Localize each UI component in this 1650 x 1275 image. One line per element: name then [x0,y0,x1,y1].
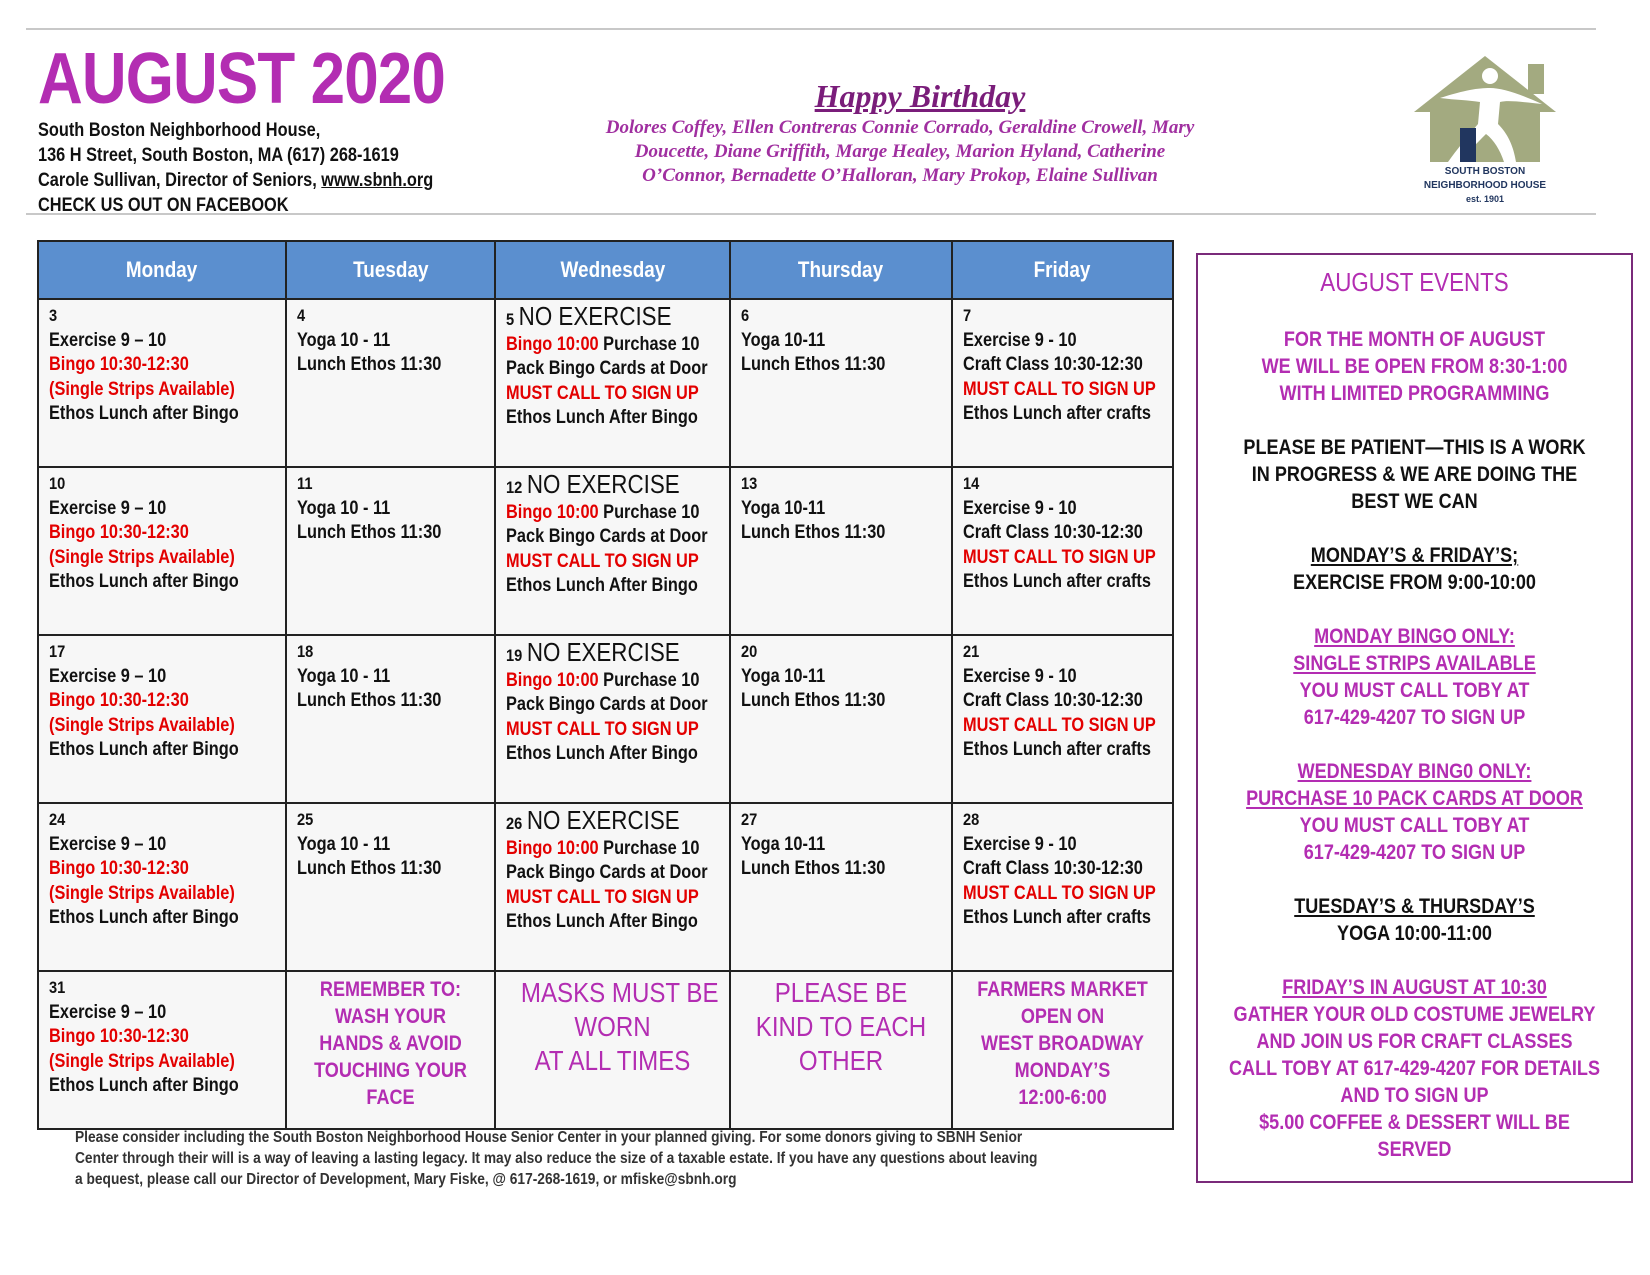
lunch-entry: Ethos Lunch after Bingo [49,403,239,424]
day-cell-monday [38,467,286,635]
yoga-entry: Yoga 10 - 11 [297,833,391,855]
monday-bingo-line: 617-429-4207 TO SIGN UP [1303,706,1526,729]
day-cell-friday [952,467,1173,635]
lunch-entry: Ethos Lunch after Bingo [49,907,239,928]
day-cell-wednesday [495,803,730,971]
birthday-names [560,116,1240,188]
day-cell-wednesday [495,635,730,803]
lunch-entry: Ethos Lunch after Bingo [49,739,239,760]
house-logo-icon [1410,54,1560,164]
date-number: 26 [506,814,523,833]
date-number: 7 [963,306,972,325]
hours-line: FOR THE MONTH OF AUGUST [1283,328,1546,351]
no-exercise-note: NO EXERCISE [526,805,680,835]
yoga-entry: Yoga 10-11 [741,329,826,351]
week-row [38,635,1173,803]
day-cell-thursday [730,803,952,971]
day-cell-thursday [730,299,952,467]
no-exercise-note: NO EXERCISE [526,469,680,499]
craft-entry: Craft Class 10:30-12:30 [963,858,1143,879]
yoga-entry: Yoga 10 - 11 [297,665,391,687]
hours-line: WITH LIMITED PROGRAMMING [1279,382,1550,405]
call-signup-note: MUST CALL TO SIGN UP [963,714,1156,736]
lunch-entry: Ethos Lunch after crafts [963,739,1151,760]
footer-line: a bequest, please call our Director of Development, Mary Fiske, @ 617-268-1619, or mfiske@sbnh.org [75,1171,737,1188]
footer-line: Please consider including the South Boston Neighborhood House Senior Center in your planned giving. For some donors giving to SBNH Senior [75,1129,1023,1146]
friday-line: AND JOIN US FOR CRAFT CLASSES [1256,1030,1573,1053]
exercise-entry: Exercise 9 – 10 [49,833,167,855]
date-number: 28 [963,810,980,829]
wednesday-bingo-line: YOU MUST CALL TOBY AT [1299,814,1530,837]
pack-note: Pack Bingo Cards at Door [506,526,708,547]
patience-line: BEST WE CAN [1351,490,1478,513]
exercise-entry: Exercise 9 - 10 [963,665,1077,687]
events-title: AUGUST EVENTS [1320,267,1509,297]
date-number: 4 [297,306,306,325]
lunch-entry: Ethos Lunch after Bingo [49,571,239,592]
call-signup-note: MUST CALL TO SIGN UP [963,882,1156,904]
call-signup-note: MUST CALL TO SIGN UP [506,550,699,572]
bingo-entry: Bingo 10:30-12:30 [49,354,189,375]
facebook-note: CHECK US OUT ON FACEBOOK [38,195,289,216]
date-number: 10 [49,474,66,493]
director-line [38,168,433,193]
reminder-line: WASH YOUR [334,1005,447,1028]
market-line: FARMERS MARKET [977,978,1148,1001]
week-row [38,971,1173,1129]
day-header-thursday: Thursday [730,241,952,299]
hours-line: WE WILL BE OPEN FROM 8:30-1:00 [1261,355,1568,378]
lunch-entry: Lunch Ethos 11:30 [741,858,886,879]
date-number: 5 [506,310,515,329]
day-header-tuesday: Tuesday [286,241,495,299]
lunch-entry: Lunch Ethos 11:30 [741,354,886,375]
date-number: 24 [49,810,66,829]
tuethu-heading: TUESDAY’S & THURSDAY’S [1294,895,1535,918]
exercise-entry: Exercise 9 - 10 [963,329,1077,351]
day-cell-tuesday [286,803,495,971]
bingo-entry: Bingo 10:30-12:30 [49,690,189,711]
masks-line: AT ALL TIMES [534,1045,691,1076]
monday-bingo-heading: MONDAY BINGO ONLY: [1314,625,1515,648]
date-number: 21 [963,642,980,661]
kindness-line: KIND TO EACH [755,1011,927,1042]
sbnh-logo [1410,54,1560,214]
bingo-entry: Bingo 10:30-12:30 [49,522,189,543]
date-number: 31 [49,978,66,997]
pack-note: Pack Bingo Cards at Door [506,862,708,883]
masks-line: MASKS MUST BE [520,977,719,1008]
lunch-entry: Ethos Lunch After Bingo [506,575,698,596]
date-number: 17 [49,642,66,661]
no-exercise-note: NO EXERCISE [526,637,680,667]
exercise-entry: Exercise 9 - 10 [963,833,1077,855]
day-header-friday: Friday [952,241,1173,299]
monfri-heading: MONDAY’S & FRIDAY’S; [1310,544,1519,567]
lunch-entry: Lunch Ethos 11:30 [297,354,442,375]
monday-bingo-line: YOU MUST CALL TOBY AT [1299,679,1530,702]
lunch-entry: Lunch Ethos 11:30 [741,690,886,711]
day-cell-monday [38,299,286,467]
date-number: 11 [297,474,313,493]
day-cell-thursday [730,635,952,803]
bingo-entry: Bingo 10:00 [506,837,599,859]
lunch-entry: Ethos Lunch After Bingo [506,407,698,428]
reminder-line: TOUCHING YOUR [314,1059,467,1082]
org-name: South Boston Neighborhood House, [38,120,321,141]
lunch-entry: Ethos Lunch After Bingo [506,743,698,764]
friday-line: $5.00 COFFEE & DESSERT WILL BE [1259,1111,1570,1134]
planned-giving-footer [75,1127,1175,1190]
logo-name-line: NEIGHBORHOOD HOUSE [1423,180,1547,191]
friday-line: SERVED [1377,1138,1452,1161]
day-cell-friday [952,299,1173,467]
day-cell-tuesday [286,467,495,635]
reminder-cell [286,971,495,1129]
day-cell-tuesday [286,299,495,467]
week-row [38,299,1173,467]
lunch-entry: Ethos Lunch after crafts [963,403,1151,424]
kindness-line: PLEASE BE [774,977,908,1008]
market-line: WEST BROADWAY [981,1032,1144,1055]
week-row [38,467,1173,635]
director-text: Carole Sullivan, Director of Seniors, [38,170,322,191]
day-cell-friday [952,803,1173,971]
monday-bingo-heading: SINGLE STRIPS AVAILABLE [1293,652,1536,675]
call-signup-note: MUST CALL TO SIGN UP [506,886,699,908]
calendar-grid [37,240,1174,1130]
lunch-entry: Lunch Ethos 11:30 [297,690,442,711]
exercise-entry: Exercise 9 – 10 [49,665,167,687]
date-number: 19 [506,646,523,665]
bingo-entry: Bingo 10:30-12:30 [49,1026,189,1047]
yoga-entry: Yoga 10-11 [741,497,826,519]
craft-entry: Craft Class 10:30-12:30 [963,690,1143,711]
birthday-title: Happy Birthday [814,78,1026,114]
monfri-text: EXERCISE FROM 9:00-10:00 [1293,571,1536,594]
birthday-names-line: O’Connor, Bernadette O’Halloran, Mary Prokop, Elaine Sullivan [642,165,1158,186]
strips-note: (Single Strips Available) [49,882,235,904]
birthday-names-line: Doucette, Diane Griffith, Marge Healey, Marion Hyland, Catherine [634,141,1166,162]
august-events-panel [1196,253,1633,1183]
reminder-line: HANDS & AVOID [319,1032,462,1055]
strips-note: (Single Strips Available) [49,714,235,736]
logo-est: est. 1901 [1465,194,1505,204]
day-cell-wednesday [495,299,730,467]
craft-entry: Craft Class 10:30-12:30 [963,354,1143,375]
purchase-note: Purchase 10 [598,669,700,691]
call-signup-note: MUST CALL TO SIGN UP [963,546,1156,568]
date-number: 14 [963,474,980,493]
date-number: 13 [741,474,758,493]
call-signup-note: MUST CALL TO SIGN UP [506,382,699,404]
day-cell-friday [952,635,1173,803]
day-header-wednesday: Wednesday [495,241,730,299]
patience-line: IN PROGRESS & WE ARE DOING THE [1251,463,1578,486]
date-number: 6 [741,306,750,325]
strips-note: (Single Strips Available) [49,378,235,400]
date-number: 12 [506,478,523,497]
exercise-entry: Exercise 9 - 10 [963,497,1077,519]
strips-note: (Single Strips Available) [49,546,235,568]
call-signup-note: MUST CALL TO SIGN UP [506,718,699,740]
org-info [38,118,498,218]
day-cell-tuesday [286,635,495,803]
date-number: 25 [297,810,314,829]
market-line: 12:00-6:00 [1018,1086,1107,1109]
day-cell-monday [38,635,286,803]
lunch-entry: Lunch Ethos 11:30 [297,858,442,879]
yoga-entry: Yoga 10-11 [741,665,826,687]
lunch-entry: Ethos Lunch after crafts [963,907,1151,928]
day-cell-wednesday [495,467,730,635]
logo-name-line: SOUTH BOSTON [1444,166,1526,177]
day-header-monday: Monday [38,241,286,299]
patience-line: PLEASE BE PATIENT—THIS IS A WORK [1243,436,1586,459]
week-row [38,803,1173,971]
reminder-line: REMEMBER TO: [319,978,462,1001]
friday-line: CALL TOBY AT 617-429-4207 FOR DETAILS [1228,1057,1601,1080]
bingo-entry: Bingo 10:00 [506,333,599,355]
lunch-entry: Lunch Ethos 11:30 [297,522,442,543]
lunch-entry: Lunch Ethos 11:30 [741,522,886,543]
lunch-entry: Ethos Lunch After Bingo [506,911,698,932]
yoga-entry: Yoga 10 - 11 [297,329,391,351]
friday-line: GATHER YOUR OLD COSTUME JEWELRY [1233,1003,1596,1026]
top-rule [26,28,1596,30]
no-exercise-note: NO EXERCISE [518,301,672,331]
date-number: 27 [741,810,758,829]
pack-note: Pack Bingo Cards at Door [506,358,708,379]
weekday-header-row [38,241,1173,299]
market-line: OPEN ON [1020,1005,1105,1028]
footer-line: Center through their will is a way of leaving a lasting legacy. It may also reduce the size of a taxable estate. If you have any questions about leaving [75,1150,1038,1167]
reminder-line: FACE [366,1086,415,1109]
date-number: 3 [49,306,58,325]
bingo-entry: Bingo 10:30-12:30 [49,858,189,879]
date-number: 20 [741,642,758,661]
friday-heading: FRIDAY’S IN AUGUST AT 10:30 [1282,976,1547,999]
wednesday-bingo-heading: WEDNESDAY BING0 ONLY: [1297,760,1532,783]
friday-line: AND TO SIGN UP [1340,1084,1489,1107]
date-number: 18 [297,642,314,661]
org-address: 136 H Street, South Boston, MA (617) 268-1619 [38,145,399,166]
masks-cell [495,971,730,1129]
day-cell-thursday [730,467,952,635]
kindness-cell [730,971,952,1129]
wednesday-bingo-line: 617-429-4207 TO SIGN UP [1303,841,1526,864]
lunch-entry: Ethos Lunch after Bingo [49,1075,239,1096]
page-title: AUGUST 2020 [38,39,445,119]
bingo-entry: Bingo 10:00 [506,501,599,523]
exercise-entry: Exercise 9 – 10 [49,1001,167,1023]
masks-line: WORN [574,1011,651,1042]
craft-entry: Craft Class 10:30-12:30 [963,522,1143,543]
day-cell-monday [38,803,286,971]
exercise-entry: Exercise 9 – 10 [49,329,167,351]
wednesday-bingo-heading: PURCHASE 10 PACK CARDS AT DOOR [1246,787,1583,810]
kindness-line: OTHER [798,1045,884,1076]
market-line: MONDAY’S [1014,1059,1111,1082]
day-cell-monday [38,971,286,1129]
purchase-note: Purchase 10 [598,333,700,355]
purchase-note: Purchase 10 [598,501,700,523]
tuethu-text: YOGA 10:00-11:00 [1337,922,1492,945]
website-link[interactable]: www.sbnh.org [321,170,434,191]
yoga-entry: Yoga 10-11 [741,833,826,855]
purchase-note: Purchase 10 [598,837,700,859]
bingo-entry: Bingo 10:00 [506,669,599,691]
farmers-market-cell [952,971,1173,1129]
yoga-entry: Yoga 10 - 11 [297,497,391,519]
call-signup-note: MUST CALL TO SIGN UP [963,378,1156,400]
lunch-entry: Ethos Lunch after crafts [963,571,1151,592]
birthday-names-line: Dolores Coffey, Ellen Contreras Connie Corrado, Geraldine Crowell, Mary [605,117,1195,138]
pack-note: Pack Bingo Cards at Door [506,694,708,715]
strips-note: (Single Strips Available) [49,1050,235,1072]
exercise-entry: Exercise 9 – 10 [49,497,167,519]
